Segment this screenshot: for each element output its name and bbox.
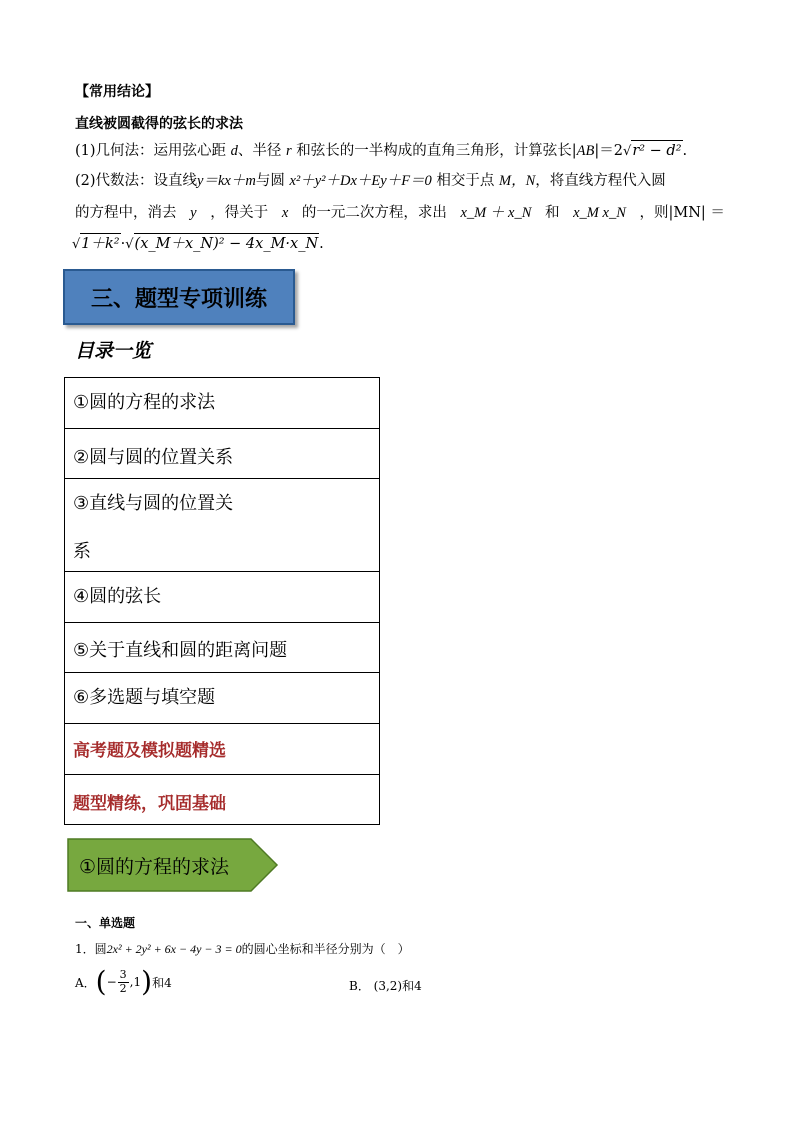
conclusion-header: 【常用结论】 — [75, 84, 159, 100]
toc-item-practice[interactable]: 题型精练，巩固基础 — [73, 794, 226, 814]
algebraic-method-line2: 的方程中，消去 y ，得关于 x 的一元二次方程，求出 x_M ＋ x_N 和 x_M x_N ，则|MN| ＝ — [75, 205, 725, 221]
toc-item-circle-circle[interactable]: ②圆与圆的位置关系 — [65, 429, 379, 479]
toc-item-exam-questions[interactable]: 高考题及模拟题精选 — [65, 724, 379, 775]
question-stem: 1．圆2x² + 2y² + 6x − 4y − 3 = 0的圆心坐标和半径分别为（ ） — [75, 942, 410, 956]
toc-item-multi-choice[interactable]: ⑥多选题与填空题 — [65, 673, 379, 724]
toc-table — [64, 377, 380, 825]
toc-item-chord-length[interactable]: ④圆的弦长 — [65, 572, 379, 623]
toc-item-distance[interactable]: ⑤关于直线和圆的距离问题 — [65, 623, 379, 673]
geometric-method: (1)几何法：运用弦心距 d、半径 r 和弦长的一半构成的直角三角形，计算弦长|AB|＝2√r² − d². — [75, 140, 687, 163]
conclusion-subtitle: 直线被圆截得的弦长的求法 — [75, 116, 243, 132]
sqrt-expression: r² − d² — [631, 140, 682, 163]
algebraic-method-line1: (2)代数法：设直线y＝kx＋m与圆 x²＋y²＋Dx＋Ey＋F＝0 相交于点 M，N，将直线方程代入圆 — [75, 173, 666, 189]
option-b[interactable]: B． (3,2)和4 — [349, 979, 422, 993]
section-tag-label: ①圆的方程的求法 — [79, 856, 230, 878]
section-banner: 三、题型专项训练 — [63, 269, 295, 325]
question-section: 一、单选题 — [75, 916, 136, 930]
toc-item-line-circle[interactable]: ③直线与圆的位置关 系 — [65, 479, 379, 572]
section-tag — [67, 838, 277, 890]
algebraic-method-line3: √1＋k²·√(x_M＋x_N)² − 4x_M·x_N. — [72, 233, 324, 256]
option-a[interactable]: A． ( − $\frac{3}{2}$ ,1 ) 和4 — [75, 965, 172, 998]
toc-title: 目录一览 — [75, 340, 152, 362]
toc-item-circle-equation[interactable]: ①圆的方程的求法 — [65, 378, 379, 429]
